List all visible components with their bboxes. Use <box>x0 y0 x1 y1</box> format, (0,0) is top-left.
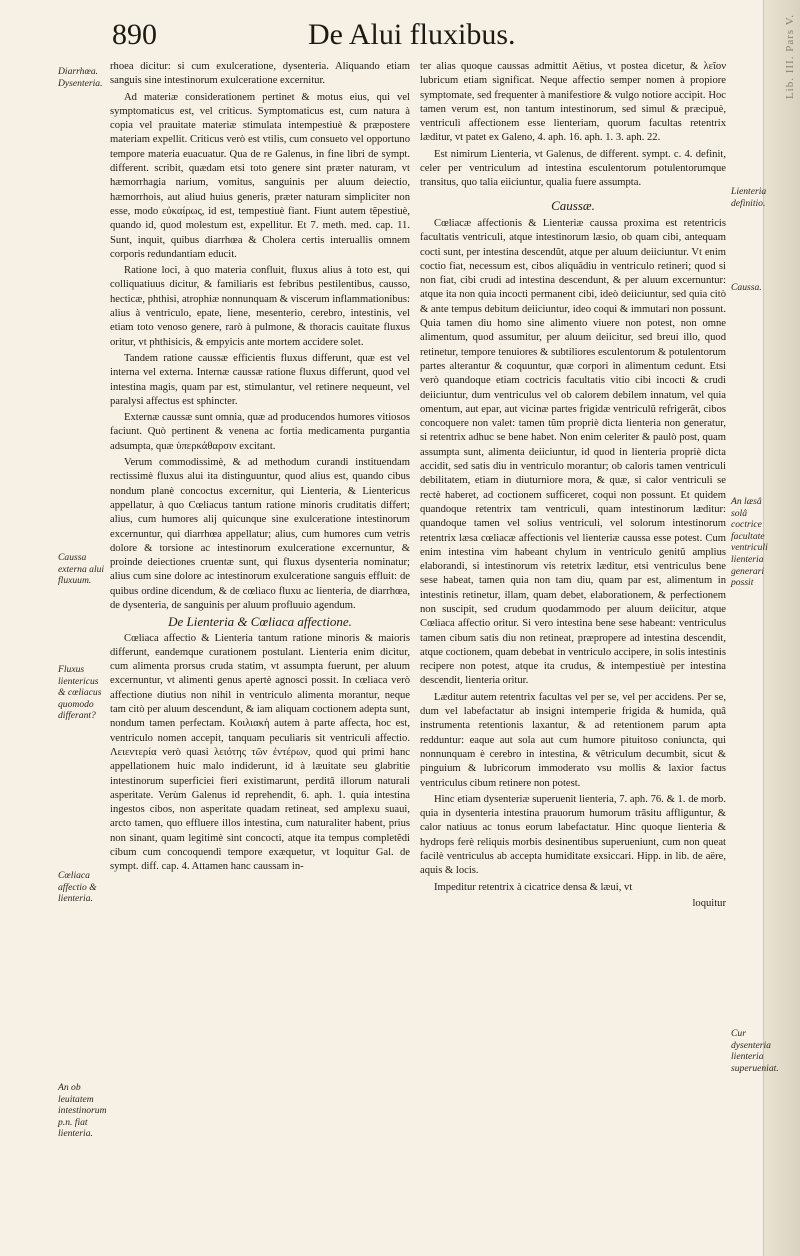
paragraph: Cœliaca affectio & Lienteria tantum ratione minoris & maioris differunt, eandemque curationem postulant. Lienteria enim dicitur, cum alimenta prorsus cruda statim, vt assumpta fuerunt, per aluum excernuntur, vt alimenti genus apertè agnosci possit. In cœliaca verò affectione diutius non nihil in ventriculo alimenta morantur, neque tam citò per aluum descendunt, & iam aliquam coctionem adepta sunt, nondum tamen perfectam. Κοιλιακὴ autem à parte affecta, hoc est, ventriculo nomen accepit, tanquam peculiaris sit ventriculi affectio. Λειεντερία verò quasi λειότης τῶν ἐντέρων, quod qui primi hanc appellationem huic malo indiderunt, id à læuitate seu glabritie intestinorum superficiei fieri existimarunt, perditâ illorum naturali asperitate. Verùm Galenus id reprehendit, 6. aph. 1. quia intestina ingestos cibos, non asperitate quadam retineat, sed amplexu suaui, arcto tamen, quo effluere illos intestina, cum naturaliter habent, prius non sinant, quam legitimè sint concocti, atque ita tempus completẽdi cibum cum concoquendi tempore exæquetur, vt loquitur Gal. de sympt. diff. cap. 4. Attamen hanc caussam in- <box>110 632 410 873</box>
paragraph: Tandem ratione caussæ efficientis fluxus differunt, quæ est vel interna vel externa. Internæ caussæ ratione fluxus differunt, quod vel intestina magis, quam par est, stimulantur, vel retinere nequeunt, vel paralysi affectus est sphincter. <box>110 352 410 407</box>
paragraph: ter alias quoque caussas admittit Aëtius, vt postea dicetur, & λεῖον lubricum etiam significat. Neque affectio semper nomen à propiore symptomate, sed frequenter à manifestiore & vulgo notiore accipit. Hoc tamen verum est, non tantum intestinorum, sed simul & præcipuè, ventriculi affectionem esse lienteriam, quorum facultas retentrix læditur, vt patet ex Galeno, 4. aph. 16. aph. 1. 3. aph. 22. <box>420 61 726 144</box>
paragraph: Læditur autem retentrix facultas vel per se, vel per accidens. Per se, dum vel labefactatur ab insigni intemperie frigida & humida, quâ instrumenta retentionis laxantur, & ad retentionem parum apta redduntur: eaque aut sola aut cum humore pituitoso coniuncta, qui nonnunquam è cerebro in intestina, & vẽtriculum decumbit, sicut & pinguium & lubricorum immoderato vsu mollis & laxior factus ventriculus cibum retinere non potest. <box>420 691 726 789</box>
section-heading-caussae: Caussæ. <box>551 197 595 213</box>
right-text-column <box>420 60 726 911</box>
paragraph: Est nimirum Lienteria, vt Galenus, de different. sympt. c. 4. definit, celer per ventriculum ad intestina esculentorum potulentorumque transitus, quo talia eiiciuntur, qualia fuere assumpta. <box>420 148 726 189</box>
margin-note-lienteria-definition: Lienteria definitio. <box>731 186 767 209</box>
margin-note-coctrix-question: An læsâ solâ coctrice facultate ventriculi lienteria generari possit <box>731 496 768 589</box>
paragraph: Ratione loci, à quo materia confluit, fluxus alius à toto est, qui colliquatiuus dicitur, & familiaris est febribus pestilentibus, causso, hecticæ, phthisi, atrophiæ nonnunquam & viscerum inflammationibus: alius à ventriculo, epate, liene, mesenterio, cerebro, intestinis, vel etiam toto venoso genere, rarò à pulmone, & thoracis cauitate fluxus oritur, vt phthisicis, & empyicis ante mortem accidere solet. <box>110 265 410 348</box>
gutter-running-head: Lib. III. Pars V. <box>784 14 796 100</box>
margin-note-coeliac-affection: Cœliaca affectio & lienteria. <box>58 870 97 905</box>
running-title: De Alui fluxibus. <box>308 18 516 51</box>
paragraph: Externæ caussæ sunt omnia, quæ ad producendos humores vitiosos faciunt. Quò pertinent & venena ac fortia medicamenta purgantia adsumpta, quæ ὑπερκάθαρσιν excitant. <box>110 412 410 452</box>
page-number: 890 <box>112 18 157 51</box>
margin-note-diarrhoea: Diarrhœa. Dysenteria. <box>58 66 103 89</box>
margin-note-lienteric-flux: Fluxus lientericus & cœliacus quomodo differant? <box>58 664 102 722</box>
margin-note-smoothness-intestines: An ob leuitatem intestinorum p.n. fiat lienteria. <box>58 1082 107 1140</box>
margin-note-external-causes: Caussa externa alui fluxuum. <box>58 552 105 587</box>
left-text-column <box>110 60 410 875</box>
paragraph: rhoea dicitur: si cum exulceratione, dysenteria. Aliquando etiam sanguis sine intestinorum exulceratione excernitur. <box>110 61 410 87</box>
section-heading-lienteria: De Lienteria & Cœliaca affectione. <box>168 614 352 630</box>
margin-note-caussa: Caussa. <box>731 282 762 293</box>
margin-note-dysenteria-lienteria: Cur dysenteria lienteria superueniat. <box>731 1028 779 1074</box>
paragraph: Ad materiæ considerationem pertinet & motus eius, qui vel symptomaticus est, vel criticus. Symptomaticus est, cum natura à copia vel prauitate materiæ stimulata intempestiuè & præpostere materiam expellit. Criticus verò est vtilis, cum consueto vel opportuno tempore materia euacuatur. Qua de re Galenus, in fine libri de sympt. different. scribit, quædam etsi toto genere sint præter naturam, vt hæmorrhagia narium, vomitus, sanguinis per aluum deiectio, hæmorrhois, aut aliud huius generis, præter naturam simpliciter non esse, modo εὐκαίρως, id est, tempestiuè fiant. Fiunt autem tẽpestiuè, quando id, quod molestum est, expellitur. Et 7. meth. med. cap. 11. Sunt, inquit, quibus diarrhœa & Cholera certis interuallis omnem corporis redundantiam educit. <box>110 91 410 260</box>
paragraph: Hinc etiam dysenteriæ superuenit lienteria, 7. aph. 76. & 1. de morb. quia in dysenteria intestina prauorum humorum trãsitu affliguntur, & calor natiuus ac tonus eorum labefactatur. Hinc quoque lienteria & hydrops ferè reliquis morbis desinentibus superueniunt, cum non queat facilè ventriculus ab accepta humiditate exsiccari. Hipp. in lib. de aëre, aquis & locis. <box>420 793 726 877</box>
catchword: loquitur <box>692 897 726 909</box>
paragraph: Impeditur retentrix à cicatrice densa & læui, vt <box>434 881 633 893</box>
paragraph: Verum commodissimè, & ad methodum curandi instituendam rectissimè fluxus alui ita distinguuntur, quod alius est, quando cibus nondum planè concoctus excernitur, qui Lienteria, & Lientericus appellatur, à quo Cœliacus tantum ratione minoris cruditatis differt; alius, cum humores alij quicunque sine exulceratione intestinorum excernuntur, qui diarrhœa appellatur; alius, cum humores cum vetris dolore & torsione ac intestinorum exulceratione excernuntur, & proinde deiectiones cruentæ sunt, qui fluxus dysenteria nominatur; alius cum sine dolore ac intestinorum exulceratione sanguis effluit: de quibus ordine dicendum, & de cœliaco fluxu ac lienteria, de diarrhœa, de dysenteria, de sanguinis per aluum profluuio agendum. <box>110 457 410 611</box>
paragraph: Cœliacæ affectionis & Lienteriæ caussa proxima est retentricis facultatis ventriculi, atque intestinorum læsio, ob quam cibi, antequam cocti sunt, per intestina descendũt, atque per aluum deiiciuntur. Vt enim coctio fiat, necessum est, cibos aliquãdiu in ventriculo retineri; quod si non fiat, cibi crudi ad intestina descendunt, & per aluum excernuntur: atque ita non quia incocti permanent cibi, ideò deiiciuntur, sed quia citò & ante tempus debitum deiiciuntur, ideo coqui & immutari non possunt. Quia tamen diu homo sine alimento viuere non potest, non omne alimentum, quod assumitur, per aluum deiicitur, sed breui illo, quod retinetur, tempore tenuiores & subtiliores esculentorum & potulentorum partes alterantur & coquuntur, quæ corpori in alimentum cedunt. Etsi verò quandoque etiam coctricis facultatis vitio cibi incocti & crudi deiiciuntur, dum ventriculus vel ob calorem debilem innatum, vel quia omentum, aut epar, aut vicinæ partes frigidæ ventriculũ refrigerãt, cibos concoquere non valet: tamen tũm propriè dicta lienteria non generatur, si retentrix adhuc se bene habet. Non enim celeriter & paulò post, quam assumpta sunt, alimenta deiiciuntur, id quod in lienteria propriè dicta accidit, sed satis diu in ventriculo morantur; ob caloris tamen ventriculi debilitatem, etiam in diuturniore mora, & quæ, si calor ventriculi se rectè haberet, ad coctionem sufficeret, coqui non possunt. Et quidem quandoque retentrix tam ventriculi, quam intestinorum læditur: quandoque tamen vel solius ventriculi, vel solorum intestinorum retentrix læsa cœliacæ affectionis vel lienteriæ caussa esse potest. Cum enim intestina vim habeant chylum in ventriculo genitũ amplius elaborandi, si intestinorum vis retetrix læditur, etsi ventriculus bene sese habeat, tamen quia non tam diu, quam par est, alimentum in intestinis retinetur, illam, quam debet, elaborationem, & perfectionem non suscipit, sed crudum quodammodo per aluum deiicitur, atque Cœliaca affectio oritur. Si vero intestina bene sese habeant: ventriculus tamen cibum satis diu non retineat, præpropere ad intestina descendit, atque coctionem, quam debebat in ventriculo accipere, in solis intestinis recipere non potest, atque ita crudus, & intempestiuè per intestina descendit, lienteria oritur. <box>420 217 726 687</box>
